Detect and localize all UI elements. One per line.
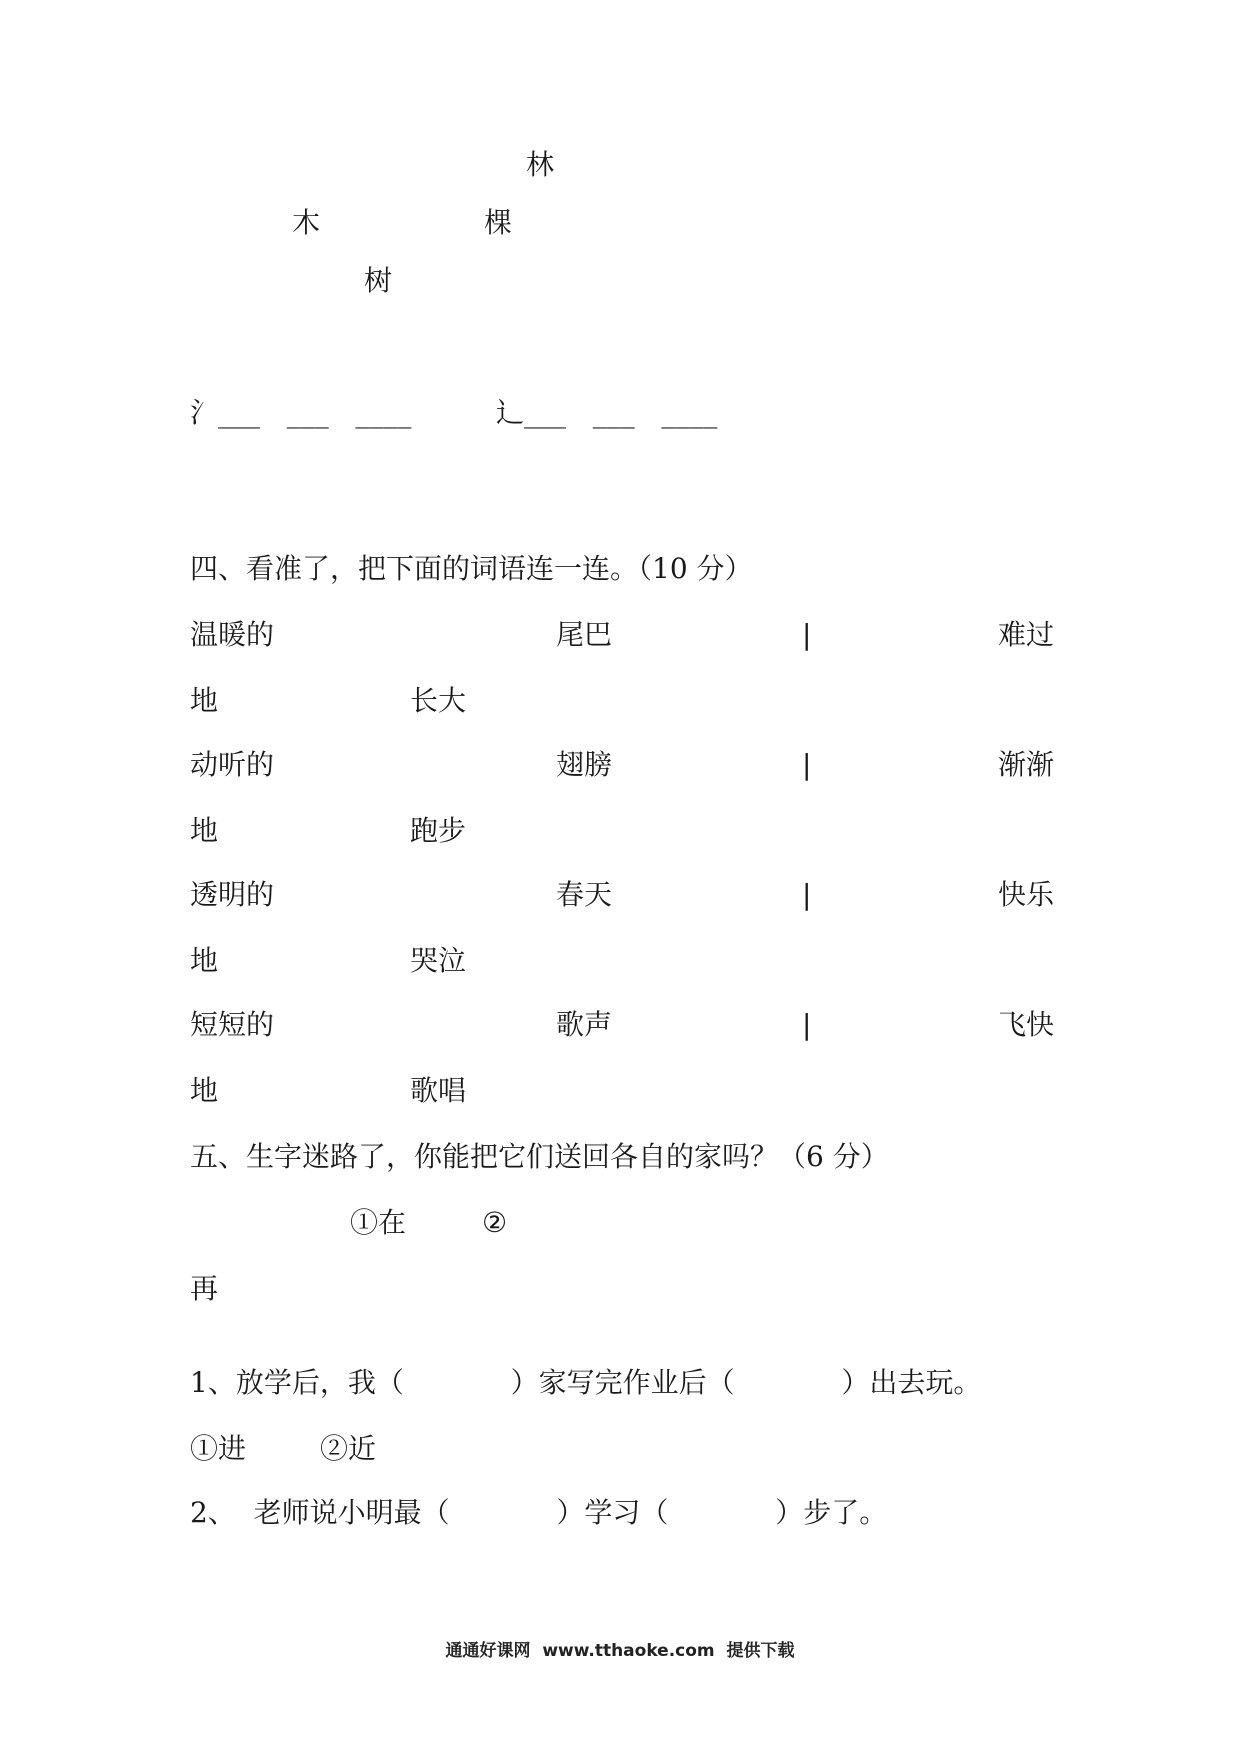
- tree-char-bottom: 树: [363, 264, 393, 297]
- match-separator-4: |: [802, 1008, 812, 1041]
- match-noun-2: 翅膀: [556, 748, 613, 781]
- match-adv-1: 难过: [998, 618, 1055, 651]
- question-2: 2、 老师说小明最（ ）学习（ ）步了。: [190, 1496, 888, 1529]
- match-adv-3: 快乐: [998, 878, 1055, 911]
- tree-char-top: 林: [525, 148, 555, 181]
- tree-char-right: 棵: [483, 206, 513, 239]
- section5-title: 五、生字迷路了，你能把它们送回各自的家吗？（6 分）: [190, 1140, 889, 1173]
- match-adj-2: 动听的: [190, 748, 275, 781]
- choice-option-jin-enter: ①进: [190, 1432, 247, 1465]
- match-separator-1: |: [802, 618, 812, 651]
- match-adj-1: 温暖的: [190, 618, 275, 651]
- match-verb-2: 跑步: [410, 814, 467, 847]
- match-di-2: 地: [190, 814, 219, 847]
- choice-option-2-number: ②: [482, 1206, 508, 1239]
- match-adv-4: 飞快: [998, 1008, 1055, 1041]
- match-noun-4: 歌声: [556, 1008, 613, 1041]
- match-adj-4: 短短的: [190, 1008, 275, 1041]
- choice-option-jin-near: ②近: [320, 1432, 377, 1465]
- match-adj-3: 透明的: [190, 878, 275, 911]
- question-1: 1、放学后，我（ ）家写完作业后（ ）出去玩。: [190, 1366, 982, 1399]
- match-noun-3: 春天: [556, 878, 613, 911]
- match-separator-2: |: [802, 748, 812, 781]
- section4-title: 四、看准了，把下面的词语连一连。（10 分）: [190, 552, 753, 585]
- match-noun-1: 尾巴: [556, 618, 613, 651]
- match-separator-3: |: [802, 878, 812, 911]
- footer-watermark: 通通好课网 www.tthaoke.com 提供下载: [445, 1641, 795, 1661]
- match-di-3: 地: [190, 944, 219, 977]
- walk-radical-blanks: 辶___ ___ ____: [496, 396, 718, 429]
- match-verb-4: 歌唱: [410, 1074, 467, 1107]
- tree-char-left: 木: [291, 206, 321, 239]
- match-adv-2: 渐渐: [998, 748, 1055, 781]
- water-radical-blanks: 氵___ ___ ____: [190, 396, 412, 429]
- match-verb-3: 哭泣: [410, 944, 467, 977]
- choice-option-zai: ①在: [350, 1206, 407, 1239]
- match-di-1: 地: [190, 684, 219, 717]
- match-di-4: 地: [190, 1074, 219, 1107]
- choice-option-zai-again: 再: [190, 1272, 219, 1305]
- match-verb-1: 长大: [410, 684, 467, 717]
